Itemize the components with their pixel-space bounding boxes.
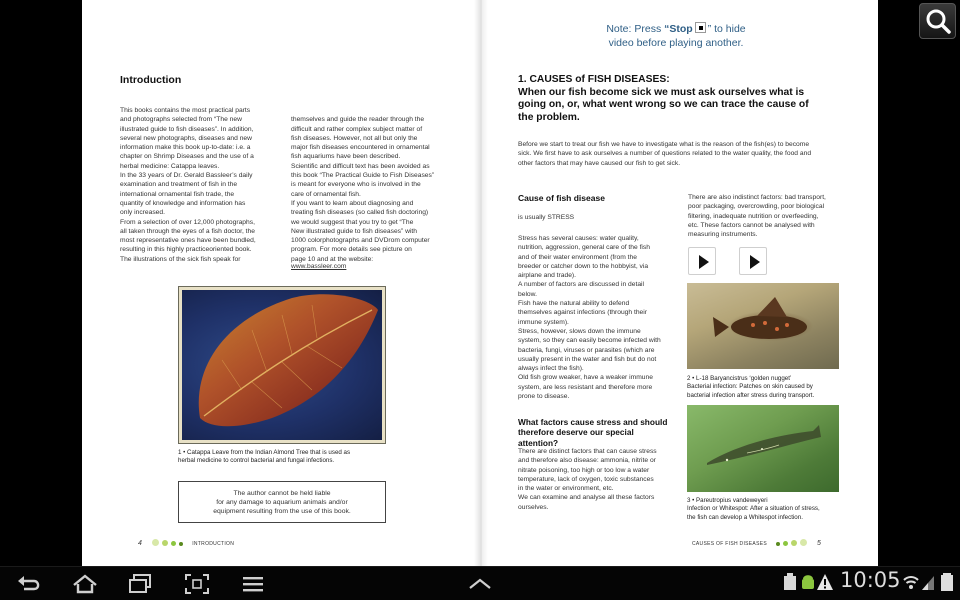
menu-icon [238,571,268,597]
search-icon [920,4,957,40]
status-clock: 10:05 [840,568,901,592]
home-icon [70,571,100,597]
search-button[interactable] [919,3,956,39]
page-right [480,0,878,566]
usually-stress: is usually STRESS [518,214,575,221]
chapter-intro: Before we start to treat our fish we have to investigate what is the reason of the fish(es) to become sick. We first have to ask ourselves a number of questions related to the water quality, the food and other factors that may have caused our fish to get sick. [518,141,812,167]
screenshot-icon [182,571,212,597]
catappa-leaf-image [179,287,385,443]
stress-text: Stress has several causes: water quality, nutrition, aggression, general care of the fish and of their water environment (from the breeder or catcher down to the hobbyist, via airplane and trade). A number of factors are discussed in detail below. Fish have the natural ability to defend themselves against infections (through their immune system). Stress, however, slows down the immune system, so they can easily become infected with bacteria, fungi, viruses or parasites (which are usually present in the water and fish but do not always infect the fish). Old fish grow weaker, have a weaker immune system, are less resistant and therefore more prone to disease. [518,235,661,401]
fish-image-golden-nugget [687,283,839,369]
factors-text: There are distinct factors that can cause stress and therefore also disease: ammonia, nitrite or nitrate poisoning, too high or too low a water temperature, lack of oxygen, toxic substances in the water or environment, etc. We can examine and analyse all these factors ourselves. [518,448,657,511]
footer-dots-left [150,539,184,548]
home-button[interactable] [70,571,100,597]
catappa-caption: 1 • Catappa Leave from the Indian Almond Tree that is used as herbal medicine to control bacterial and fungal infections. [178,449,351,465]
left-footer [138,539,234,548]
page-title-introduction: Introduction [120,74,182,86]
usb-icon [782,571,798,593]
page-left [82,0,480,566]
intro-column-1: This books contains the most practical parts and photographs selected from “The new illustrated guide to fish diseases”. In addition, several new photographs, diseases and new information make this book up-to-date: i.e. a chapter on Shrimp Diseases and the use of a herbal medicine: Catappa leaves. In the 33 years of Dr. Gerald Bassleer’s daily examination and treatment of fish in the international ornamental fish trade, the quantity of knowledge and information has only increased. From a selection of over 12,000 photographs, all taken through the eyes of a fish doctor, the most representative ones have been bundled, resulting in this highly practiceoriented book. The illustrations of the sick fish speak for [120,107,256,263]
fish-caption-3: 3 • Pareutropius vandeweyeri Infection or Whitespot: After a situation of stress, the fish can develop a Whitespot infection. [687,497,820,521]
chevron-up-icon [465,571,495,597]
video-note-prefix: Note: Press [606,23,665,35]
book-spread [82,0,878,566]
right-footer [692,539,821,548]
factors-heading: What factors cause stress and should therefore deserve our special attention? [518,417,668,448]
recent-apps-button[interactable] [126,571,156,597]
warning-icon [816,571,834,593]
screenshot-button[interactable] [182,571,212,597]
fish-caption-2: 2 • L-18 Baryancistrus ‘golden nugget’ Bacterial infection: Patches on skin caused by bacterial infection after stress during transport. [687,375,815,399]
page-number-right: 5 [816,540,822,547]
wifi-icon [902,571,920,593]
stop-icon [695,22,706,33]
video-note-suffix: ” to hide [707,23,746,35]
website-link[interactable]: www.bassleer.com [291,263,347,270]
android-debug-icon [800,571,816,593]
video-note-stop: “Stop [664,23,693,35]
footer-label-left: INTRODUCTION [192,540,235,547]
play-video-button-2[interactable] [739,247,767,275]
signal-icon [921,571,935,593]
cause-heading: Cause of fish disease [518,193,605,203]
show-more-button[interactable] [465,571,495,597]
footer-dots-right [775,539,809,548]
footer-label-right: CAUSES OF FISH DISEASES [692,540,767,547]
back-icon [14,571,44,597]
menu-button[interactable] [238,571,268,597]
intro-column-2 [291,106,446,264]
recent-apps-icon [126,571,156,597]
video-note-line2: video before playing another. [608,36,744,49]
page-number-left: 4 [138,540,143,547]
disclaimer-box: The author cannot be held liable for any damage to aquarium animals and/or equipment resulting from the use of this book. [178,481,386,523]
back-button[interactable] [14,571,44,597]
indistinct-text: There are also indistinct factors: bad transport, poor packaging, overcrowding, poor biological filtering, inadequate nutrition or overfeeding, etc. These factors cannot be analysed with measuring instruments. [688,194,826,239]
intro-column-2-text: themselves and guide the reader through the difficult and rather complex subject matter of fish diseases. However, not all but only the major fish diseases encountered in ornamental fish aquariums have been described. Scientific and difficult text has been avoided as this book “The Practical Guide to Fish Diseases” is meant for everyone who is involved in the care of ornamental fish. If you want to learn about diagnosing and treating fish diseases (so called fish doctoring) we would suggest that you try to get “The New illustrated guide to fish diseases” with 1000 colorphotographs and DVDrom computer program. For more details see picture on page 10 and at the website: [291,116,435,263]
play-video-button-1[interactable] [688,247,716,275]
video-note [566,22,786,50]
fish-image-pareutropius [687,405,839,492]
battery-icon [940,571,954,593]
chapter-heading: 1. CAUSES of FISH DISEASES: When our fish become sick we must ask ourselves what is going on, or, what went wrong so we can trace the cause of the problem. [518,74,809,123]
